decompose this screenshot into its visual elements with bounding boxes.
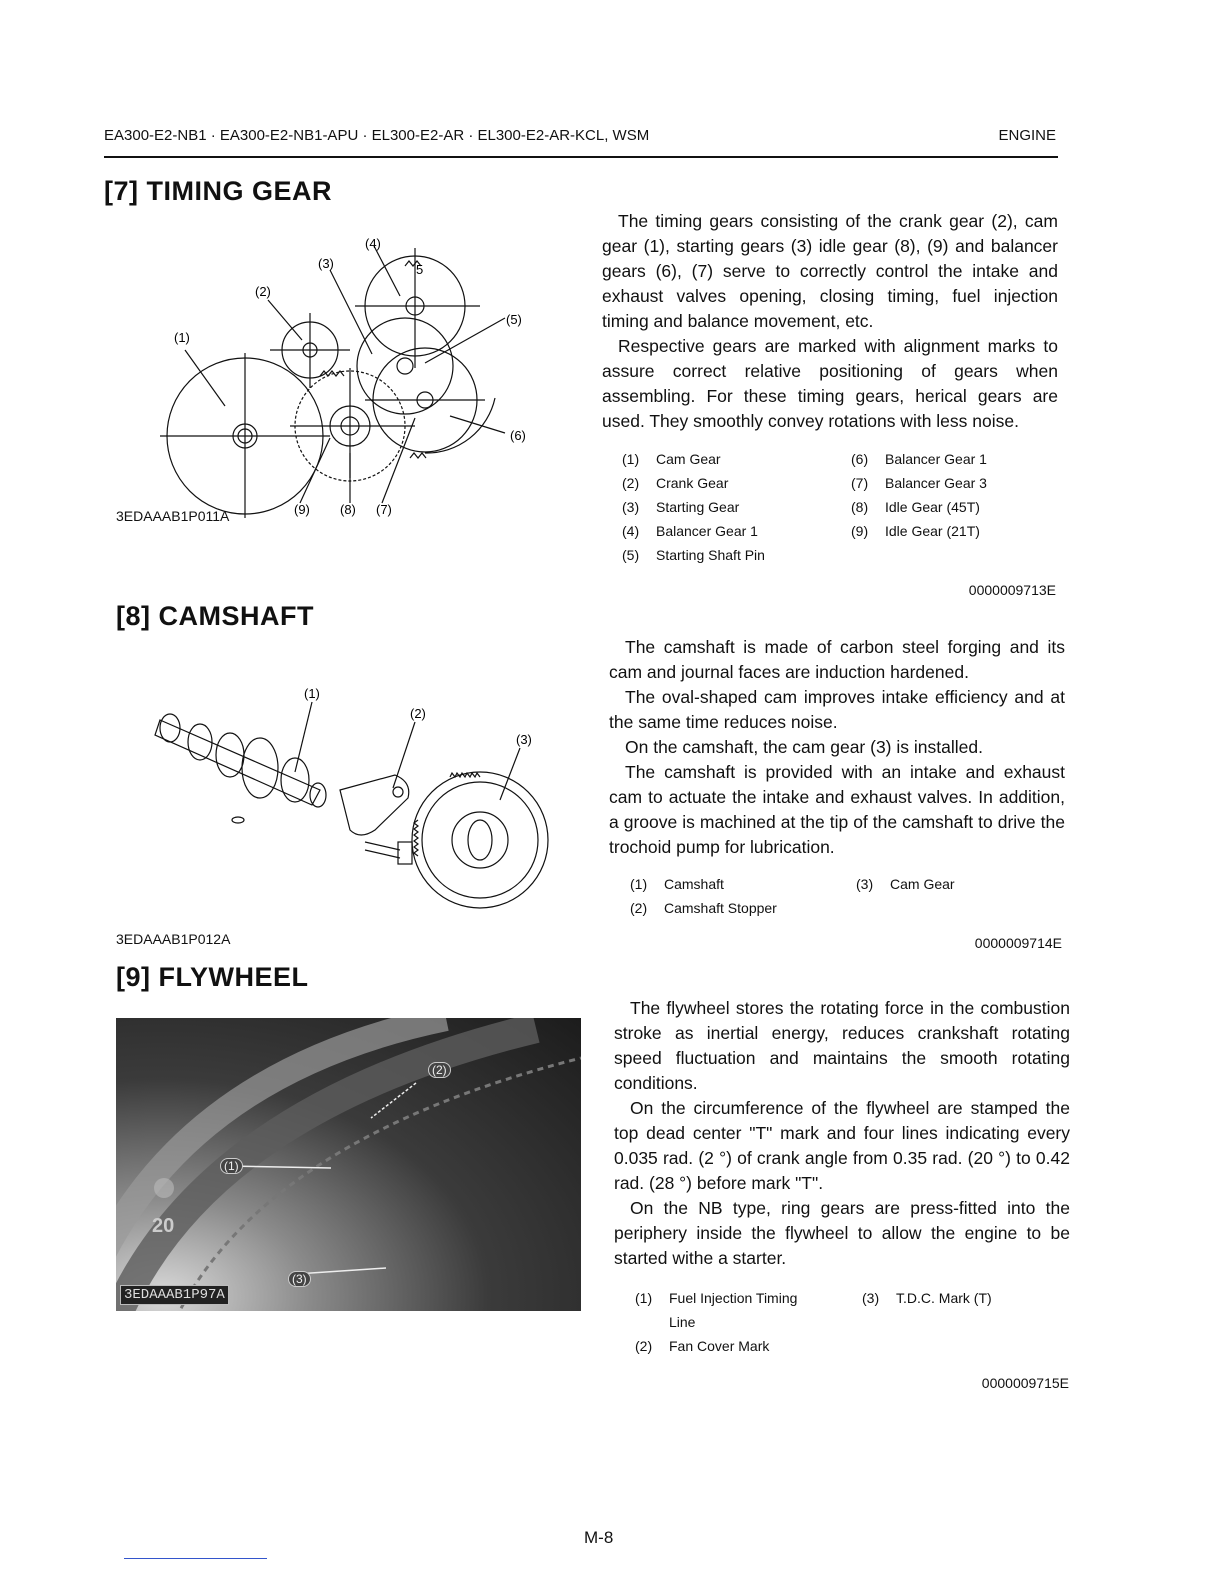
camshaft-paragraph-4: The camshaft is provided with an intake and exhaust cam to actuate the intake and exhaust valves. In addition, a groove is machined at the tip of the camshaft to drive the trochoid pump for lubrication.: [609, 762, 1065, 857]
photo-callout-3: (3): [288, 1271, 311, 1287]
camshaft-title: [8] CAMSHAFT: [116, 601, 314, 631]
timing-legend-right: [851, 447, 1051, 543]
camshaft-paragraph-2: The oval-shaped cam improves intake efficiency and at the same time reduces noise.: [609, 687, 1065, 732]
timing-figure-code: 3EDAAAB1P011A: [116, 508, 230, 524]
legend-item: (3) Starting Gear: [622, 499, 740, 515]
camshaft-legend-right: [856, 872, 1056, 896]
camshaft-doc-code: 0000009714E: [974, 935, 1062, 951]
camshaft-legend-left: [630, 872, 860, 920]
callout-1: (1): [174, 330, 190, 345]
timing-paragraph-2: Respective gears are marked with alignment marks to assure correct relative positioning of gears when assembling. For these timing gears, herical gears are used. They smoothly convey rotations with less noise.: [602, 336, 1058, 431]
legend-item: (2) Camshaft Stopper: [630, 900, 777, 916]
callout-9: (9): [294, 502, 310, 517]
photo-callout-1: (1): [220, 1158, 243, 1174]
legend-item: (3) T.D.C. Mark (T): [862, 1290, 992, 1306]
camshaft-paragraph-1: The camshaft is made of carbon steel forging and its cam and journal faces are induction hardened.: [609, 637, 1065, 682]
header-rule: [104, 156, 1058, 158]
legend-item: (7) Balancer Gear 3: [851, 475, 987, 491]
callout-3: (3): [318, 256, 334, 271]
timing-gear-title: [7] TIMING GEAR: [104, 176, 332, 206]
timing-gear-description: [602, 209, 1058, 434]
flywheel-photo: [116, 1018, 581, 1311]
flywheel-photo-shapes: [116, 1018, 581, 1311]
legend-item: (1) Fuel Injection Timing Line: [635, 1290, 798, 1330]
camshaft-diagram: [150, 680, 550, 920]
legend-item: (8) Idle Gear (45T): [851, 499, 980, 515]
legend-item: (2) Crank Gear: [622, 475, 729, 491]
timing-gear-diagram: [150, 228, 550, 518]
flywheel-paragraph-2: On the circumference of the flywheel are stamped the top dead center "T" mark and four lines indicating every 0.035 rad. (2 °) of crank angle from 0.35 rad. (20 °) to 0.42 rad. (28 °) before mark "T".: [614, 1098, 1070, 1193]
flywheel-title: [9] FLYWHEEL: [116, 962, 309, 992]
flywheel-doc-code: 0000009715E: [981, 1375, 1069, 1391]
header-manual-title: EA300-E2-NB1 · EA300-E2-NB1-APU · EL300-E2-AR · EL300-E2-AR-KCL, WSM: [104, 127, 650, 144]
callout-6: (6): [510, 428, 526, 443]
timing-legend-left: [622, 447, 852, 567]
timing-doc-code: 0000009713E: [968, 582, 1056, 598]
camshaft-figure-code: 3EDAAAB1P012A: [116, 931, 231, 947]
legend-item: (1) Cam Gear: [622, 451, 721, 467]
photo-callout-2: (2): [428, 1062, 451, 1078]
callout-8: (8): [340, 502, 356, 517]
callout-7: (7): [376, 502, 392, 517]
legend-item: (4) Balancer Gear 1: [622, 523, 758, 539]
flywheel-description: [614, 996, 1070, 1271]
cam-callout-1: (1): [304, 686, 320, 701]
footer-line: [124, 1558, 267, 1559]
cam-callout-3: (3): [516, 732, 532, 747]
legend-item: (2) Fan Cover Mark: [635, 1338, 770, 1354]
mark-5: 5: [416, 262, 424, 277]
callout-4: (4): [365, 236, 381, 251]
callout-5: (5): [506, 312, 522, 327]
flywheel-paragraph-1: The flywheel stores the rotating force in the combustion stroke as inertial energy, reduces crankshaft rotating speed fluctuation and maintains the smooth rotating conditions.: [614, 998, 1070, 1093]
cam-callout-2: (2): [410, 706, 426, 721]
legend-item: (9) Idle Gear (21T): [851, 523, 980, 539]
page-number: M-8: [584, 1528, 614, 1547]
camshaft-paragraph-3: On the camshaft, the cam gear (3) is installed.: [625, 737, 983, 757]
callout-2: (2): [255, 284, 271, 299]
flywheel-legend-left: [635, 1286, 825, 1358]
camshaft-description: [609, 635, 1065, 860]
legend-item: (3) Cam Gear: [856, 876, 955, 892]
flywheel-paragraph-3: On the NB type, ring gears are press-fitted into the periphery inside the flywheel to allow the engine to be started withe a starter.: [614, 1198, 1070, 1268]
flywheel-stamp: 20: [152, 1215, 175, 1237]
timing-paragraph-1: The timing gears consisting of the crank gear (2), cam gear (1), starting gears (3) idle gear (8), (9) and balancer gears (6), (7) serve to correctly control the intake and exhaust valves opening, closing timing, fuel injection timing and balance movement, etc.: [602, 211, 1058, 331]
flywheel-figure-code: 3EDAAAB1P97A: [120, 1285, 229, 1305]
legend-item: (6) Balancer Gear 1: [851, 451, 987, 467]
flywheel-legend-right: [862, 1286, 1062, 1310]
legend-item: (5) Starting Shaft Pin: [622, 547, 765, 563]
legend-item: (1) Camshaft: [630, 876, 724, 892]
header-section: ENGINE: [998, 127, 1056, 144]
